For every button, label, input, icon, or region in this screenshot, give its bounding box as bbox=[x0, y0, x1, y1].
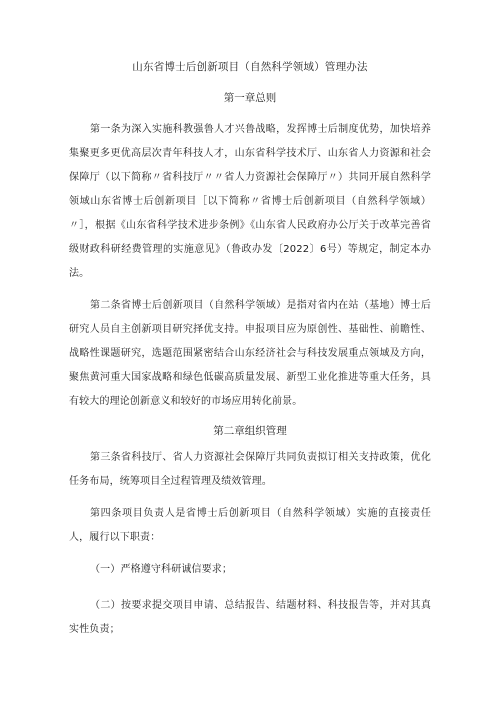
article-3: 第三条省科技厅、省人力资源社会保障厅共同负责拟订相关支持政策，优化任务布局，统筹项目全过程管理及绩效管理。 bbox=[69, 452, 431, 487]
chapter-1-heading: 第一章总则 bbox=[223, 92, 277, 104]
list-item-2: （二）按要求提交项目申请、总结报告、结题材料、科技报告等，并对其真实性负责； bbox=[69, 600, 431, 635]
article-2: 第二条省博士后创新项目（自然科学领域）是指对省内在站（基地）博士后研究人员自主创新项目研究择优支持。申报项目应为原创性、基础性、前瞻性、战略性课题研究，选题范围紧密结合山东经济社会与科技发展重点领域及方向，聚焦黄河重大国家战略和绿色低碳高质量发展、新型工业化推进等重大任务，具有较大的理论创新意义和较好的市场应用转化前景。 bbox=[69, 300, 431, 407]
article-1: 第一条为深入实施科教强鲁人才兴鲁战略，发挥博士后制度优势，加快培养集聚更多更优高层次青年科技人才，山东省科学技术厅、山东省人力资源和社会保障厅（以下简称〃省科技厅〃〃省人力资源社会保障厅〃）共同开展自然科学领域山东省博士后创新项目［以下简称〃省博士后创新项目（自然科学领域）〃］，根据《山东省科学技术进步条例》《山东省人民政府办公厅关于改革完善省级财政科研经费管理的实施意见》（鲁政办发〔2022〕6号）等规定，制定本办法。 bbox=[69, 124, 431, 279]
article-4: 第四条项目负责人是省博士后创新项目（自然科学领域）实施的直接责任人，履行以下职责： bbox=[69, 508, 431, 543]
chapter-2-heading: 第二章组织管理 bbox=[213, 425, 287, 437]
list-item-1: （一）严格遵守科研诚信要求； bbox=[90, 564, 233, 575]
document-title: 山东省博士后创新项目（自然科学领域）管理办法 bbox=[132, 61, 368, 73]
